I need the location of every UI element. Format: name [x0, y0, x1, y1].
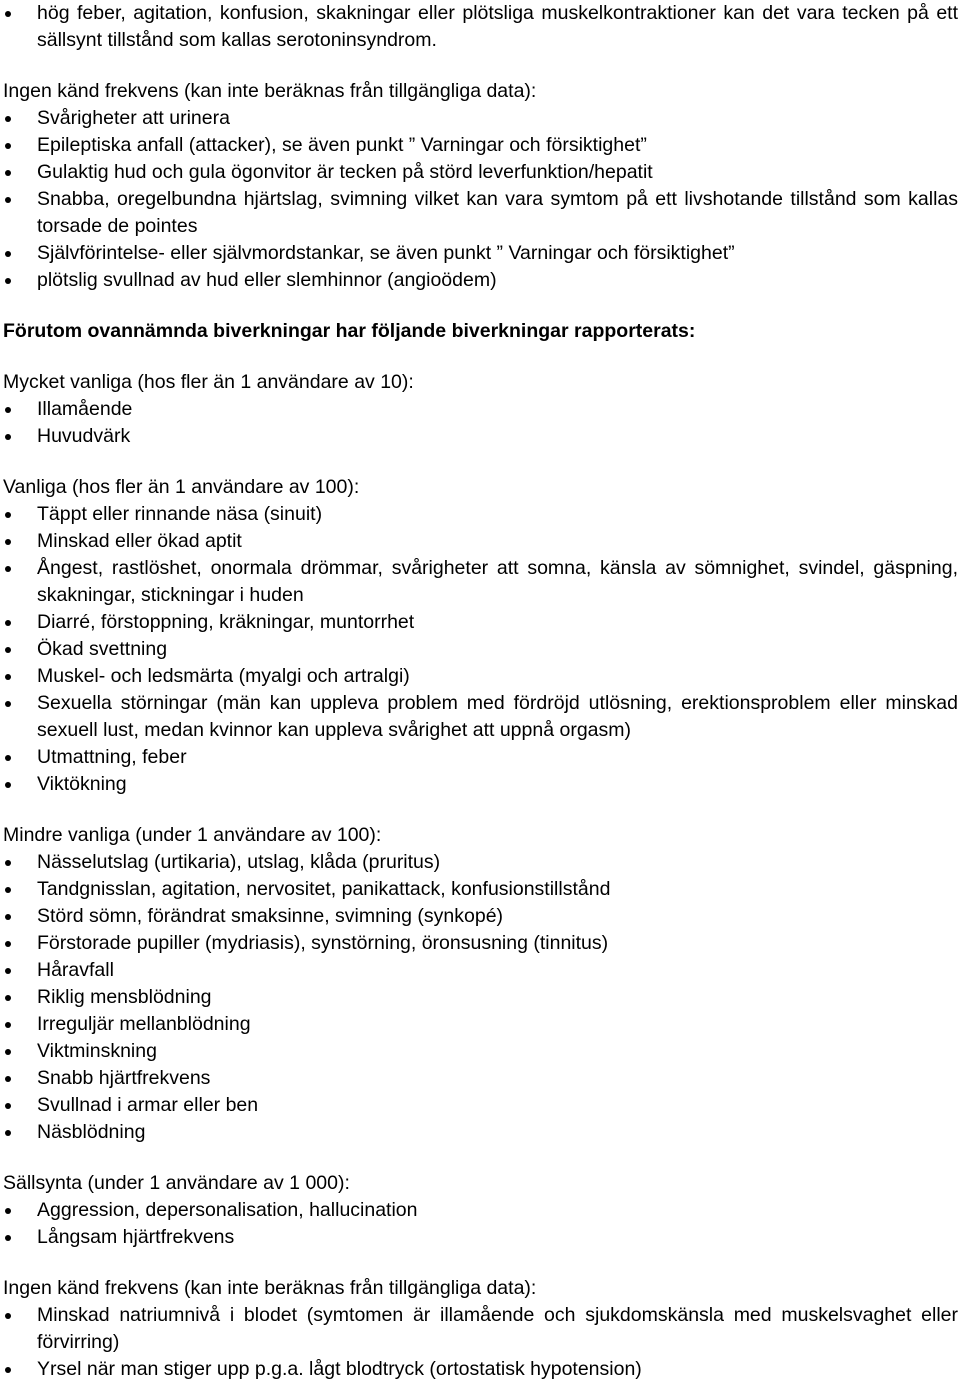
list-item — [0, 105, 960, 132]
list-item-text: Långsam hjärtfrekvens — [37, 1226, 235, 1248]
list-item-text: Aggression, depersonalisation, hallucination — [37, 1199, 418, 1221]
rare-list — [0, 1197, 960, 1251]
list-item-text: Minskad eller ökad aptit — [37, 530, 242, 552]
bullet-icon — [5, 566, 11, 572]
list-item — [0, 903, 960, 930]
list-item — [0, 690, 960, 744]
bullet-icon — [5, 1130, 11, 1136]
bold-section-heading: Förutom ovannämnda biverkningar har följande biverkningar rapporterats: — [3, 320, 696, 342]
list-item-text: Irreguljär mellanblödning — [37, 1013, 251, 1035]
list-item — [0, 240, 960, 267]
list-item — [0, 1224, 960, 1251]
list-item-text: Tandgnisslan, agitation, nervositet, panikattack, konfusionstillstånd — [37, 878, 611, 900]
section-heading-common: Vanliga (hos fler än 1 användare av 100): — [3, 476, 360, 498]
list-item-text: Epileptiska anfall (attacker), se även punkt ” Varningar och försiktighet” — [37, 134, 647, 156]
list-item — [0, 636, 960, 663]
list-item — [0, 396, 960, 423]
bullet-icon — [5, 278, 11, 284]
spacer — [0, 1146, 960, 1170]
list-item-text: Förstorade pupiller (mydriasis), synstörning, öronsusning (tinnitus) — [37, 932, 609, 954]
list-item — [0, 744, 960, 771]
list-item — [0, 501, 960, 528]
list-item-text: plötslig svullnad av hud eller slemhinnor (angioödem) — [37, 269, 497, 291]
bullet-icon — [5, 647, 11, 653]
bullet-icon — [5, 782, 11, 788]
list-item — [0, 132, 960, 159]
bullet-icon — [5, 407, 11, 413]
list-item — [0, 1119, 960, 1146]
bullet-icon — [5, 143, 11, 149]
list-item-text: Yrsel när man stiger upp p.g.a. lågt blodtryck (ortostatisk hypotension) — [37, 1358, 642, 1380]
list-item-text: Snabb hjärtfrekvens — [37, 1067, 211, 1089]
list-item — [0, 849, 960, 876]
section-heading-unknown-frequency: Ingen känd frekvens (kan inte beräknas från tillgängliga data): — [3, 80, 537, 102]
list-item — [0, 771, 960, 798]
bullet-icon — [5, 434, 11, 440]
bullet-icon — [5, 1049, 11, 1055]
list-item — [0, 159, 960, 186]
list-item-text: Minskad natriumnivå i blodet (symtomen är illamående och sjukdomskänsla med muskelsvaghet eller förvirring) — [37, 1304, 958, 1353]
list-item-text: Viktökning — [37, 773, 127, 795]
list-item-text: Utmattning, feber — [37, 746, 187, 768]
bullet-icon — [5, 941, 11, 947]
spacer — [0, 294, 960, 318]
list-item-text: Gulaktig hud och gula ögonvitor är tecken på störd leverfunktion/hepatit — [37, 161, 653, 183]
bullet-icon — [5, 755, 11, 761]
list-item — [0, 1092, 960, 1119]
bullet-icon — [5, 512, 11, 518]
list-item — [0, 1011, 960, 1038]
list-item-text: Självförintelse- eller självmordstankar, se även punkt ” Varningar och försiktighet” — [37, 242, 735, 264]
list-item — [0, 528, 960, 555]
spacer — [0, 450, 960, 474]
list-item — [0, 423, 960, 450]
section-heading-very-common: Mycket vanliga (hos fler än 1 användare av 10): — [3, 371, 414, 393]
list-item-text: Muskel- och ledsmärta (myalgi och artralgi) — [37, 665, 410, 687]
bullet-icon — [5, 860, 11, 866]
unknown-frequency-list — [0, 105, 960, 294]
spacer — [0, 1251, 960, 1275]
bullet-icon — [5, 116, 11, 122]
list-item-text: Snabba, oregelbundna hjärtslag, svimning vilket kan vara symtom på ett livshotande tillstånd som kallas torsade de pointes — [37, 188, 958, 237]
bullet-icon — [5, 170, 11, 176]
list-item-text: Huvudvärk — [37, 425, 131, 447]
intro-list — [0, 0, 960, 54]
list-item-text: Riklig mensblödning — [37, 986, 212, 1008]
list-item — [0, 663, 960, 690]
list-item-text: Håravfall — [37, 959, 114, 981]
list-item — [0, 1302, 960, 1356]
bullet-icon — [5, 1208, 11, 1214]
list-item — [0, 957, 960, 984]
list-item-text: Störd sömn, förändrat smaksinne, svimning (synkopé) — [37, 905, 504, 927]
bullet-icon — [5, 995, 11, 1001]
bullet-icon — [5, 620, 11, 626]
bullet-icon — [5, 539, 11, 545]
list-item — [0, 876, 960, 903]
list-item — [0, 609, 960, 636]
bullet-icon — [5, 1313, 11, 1319]
list-item-text: Ökad svettning — [37, 638, 168, 660]
list-item — [0, 1065, 960, 1092]
section-heading-uncommon: Mindre vanliga (under 1 användare av 100): — [3, 824, 382, 846]
bullet-icon — [5, 1022, 11, 1028]
unknown-frequency-list-2 — [0, 1302, 960, 1383]
list-item-text: Diarré, förstoppning, kräkningar, muntorrhet — [37, 611, 415, 633]
bullet-icon — [5, 1235, 11, 1241]
list-item-text: Illamående — [37, 398, 133, 420]
list-item-text: Svårigheter att urinera — [37, 107, 230, 129]
bullet-icon — [5, 251, 11, 257]
bullet-icon — [5, 887, 11, 893]
bullet-icon — [5, 197, 11, 203]
very-common-list — [0, 396, 960, 450]
list-item-text: Svullnad i armar eller ben — [37, 1094, 259, 1116]
list-item-text: Näsblödning — [37, 1121, 146, 1143]
bullet-icon — [5, 11, 11, 17]
bullet-icon — [5, 968, 11, 974]
section-heading-rare: Sällsynta (under 1 användare av 1 000): — [3, 1172, 350, 1194]
bullet-icon — [5, 1367, 11, 1373]
bullet-icon — [5, 674, 11, 680]
list-item — [0, 930, 960, 957]
list-item-text: Viktminskning — [37, 1040, 157, 1062]
uncommon-list — [0, 849, 960, 1146]
list-item — [0, 555, 960, 609]
section-heading-unknown-frequency-2: Ingen känd frekvens (kan inte beräknas från tillgängliga data): — [3, 1277, 537, 1299]
bullet-icon — [5, 701, 11, 707]
list-item — [0, 0, 960, 54]
list-item — [0, 984, 960, 1011]
spacer — [0, 798, 960, 822]
list-item — [0, 1197, 960, 1224]
list-item — [0, 186, 960, 240]
bullet-icon — [5, 914, 11, 920]
list-item — [0, 1356, 960, 1383]
list-item-text: Sexuella störningar (män kan uppleva problem med fördröjd utlösning, erektionsproblem eller minskad sexuell lust, medan kvinnor kan uppleva svårighet att uppnå orgasm) — [37, 692, 958, 741]
common-list — [0, 501, 960, 798]
bullet-icon — [5, 1076, 11, 1082]
list-item — [0, 1038, 960, 1065]
list-item-text: Ångest, rastlöshet, onormala drömmar, svårigheter att somna, känsla av sömnighet, svindel, gäspning, skakningar, stickningar i huden — [37, 557, 958, 606]
list-item-text: Nässelutslag (urtikaria), utslag, klåda (pruritus) — [37, 851, 441, 873]
bullet-icon — [5, 1103, 11, 1109]
list-item-text: Täppt eller rinnande näsa (sinuit) — [37, 503, 323, 525]
spacer — [0, 54, 960, 78]
spacer — [0, 345, 960, 369]
list-item-text: hög feber, agitation, konfusion, skakningar eller plötsliga muskelkontraktioner kan det vara tecken på ett sällsynt tillstånd som kallas serotoninsyndrom. — [37, 2, 958, 51]
list-item — [0, 267, 960, 294]
